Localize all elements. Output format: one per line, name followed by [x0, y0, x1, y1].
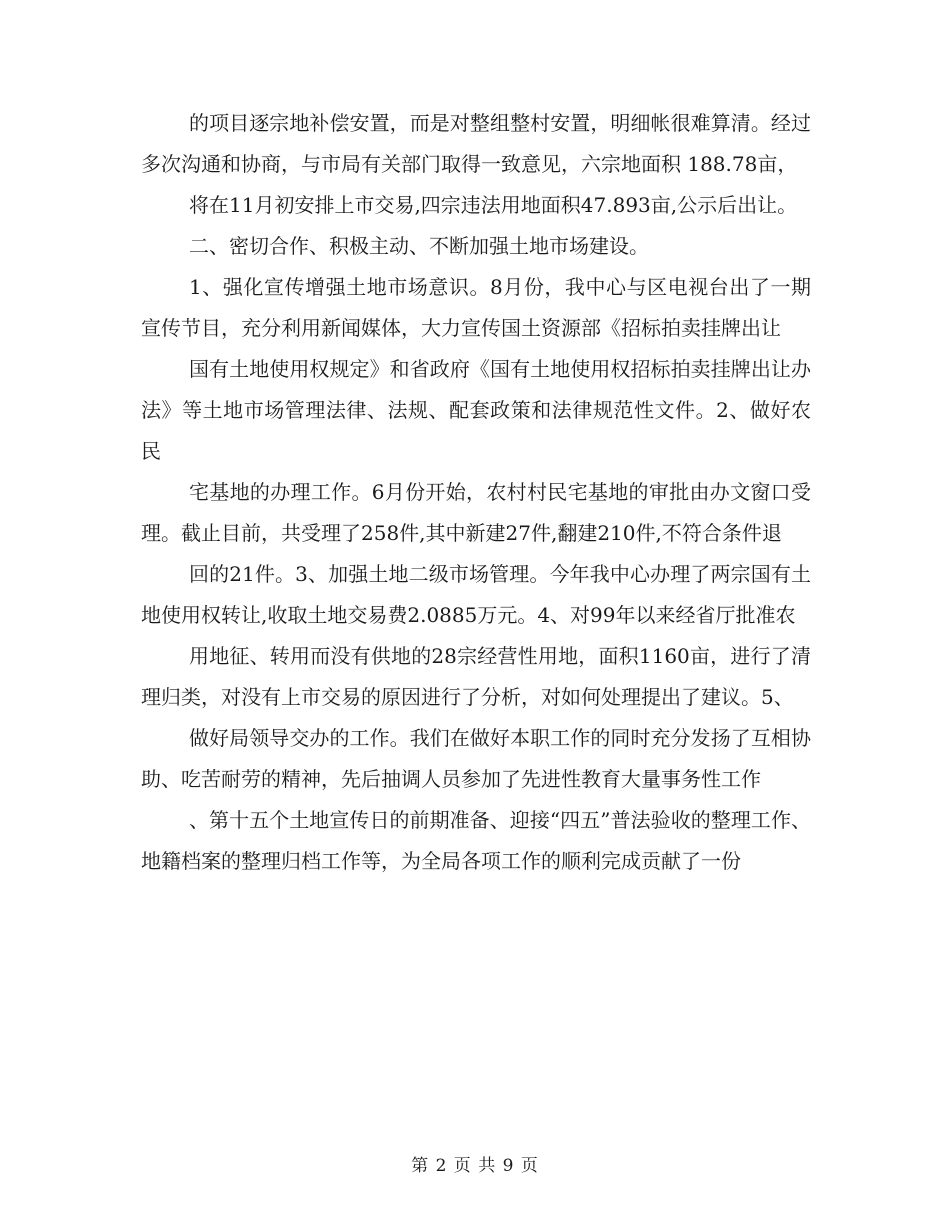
section-heading: 二、密切合作、积极主动、不断加强土地市场建设。 — [189, 234, 649, 258]
paragraph-7: 用地征、转用而没有供地的28宗经营性用地，面积1160亩，进行了清理归类，对没有上市交易的原因进行了分析，对如何处理提出了建议。5、 — [141, 644, 811, 709]
paragraph-5: 宅基地的办理工作。6月份开始，农村村民宅基地的审批由办文窗口受理。截止目前，共受理了258件,其中新建27件,翻建210件,不符合条件退 — [141, 480, 811, 545]
paragraph-4: 国有土地使用权规定》和省政府《国有土地使用权招标拍卖挂牌出让办法》等土地市场管理法律、法规、配套政策和法律规范性文件。2、做好农民 — [141, 357, 811, 463]
paragraph-9: 、第十五个土地宣传日的前期准备、迎接“四五”普法验收的整理工作、地籍档案的整理归档工作等，为全局各项工作的顺利完成贡献了一份 — [141, 808, 811, 873]
paragraph-6: 回的21件。3、加强土地二级市场管理。今年我中心办理了两宗国有土地使用权转让,收取土地交易费2.0885万元。4、对99年以来经省厅批准农 — [141, 562, 811, 627]
paragraph-2: 将在11月初安排上市交易,四宗违法用地面积47.893亩,公示后出让。 — [189, 193, 798, 217]
paragraph-8: 做好局领导交办的工作。我们在做好本职工作的同时充分发扬了互相协助、吃苦耐劳的精神，先后抽调人员参加了先进性教育大量事务性工作 — [141, 726, 811, 791]
page-number: 第 2 页 共 9 页 — [411, 1156, 539, 1176]
paragraph-1: 的项目逐宗地补偿安置，而是对整组整村安置，明细帐很难算清。经过多次沟通和协商，与市局有关部门取得一致意见，六宗地面积 188.78亩， — [141, 111, 811, 176]
paragraph-3: 1、强化宣传增强土地市场意识。8月份，我中心与区电视台出了一期宣传节目，充分利用新闻媒体，大力宣传国土资源部《招标拍卖挂牌出让 — [141, 275, 811, 340]
document-body — [141, 103, 811, 882]
